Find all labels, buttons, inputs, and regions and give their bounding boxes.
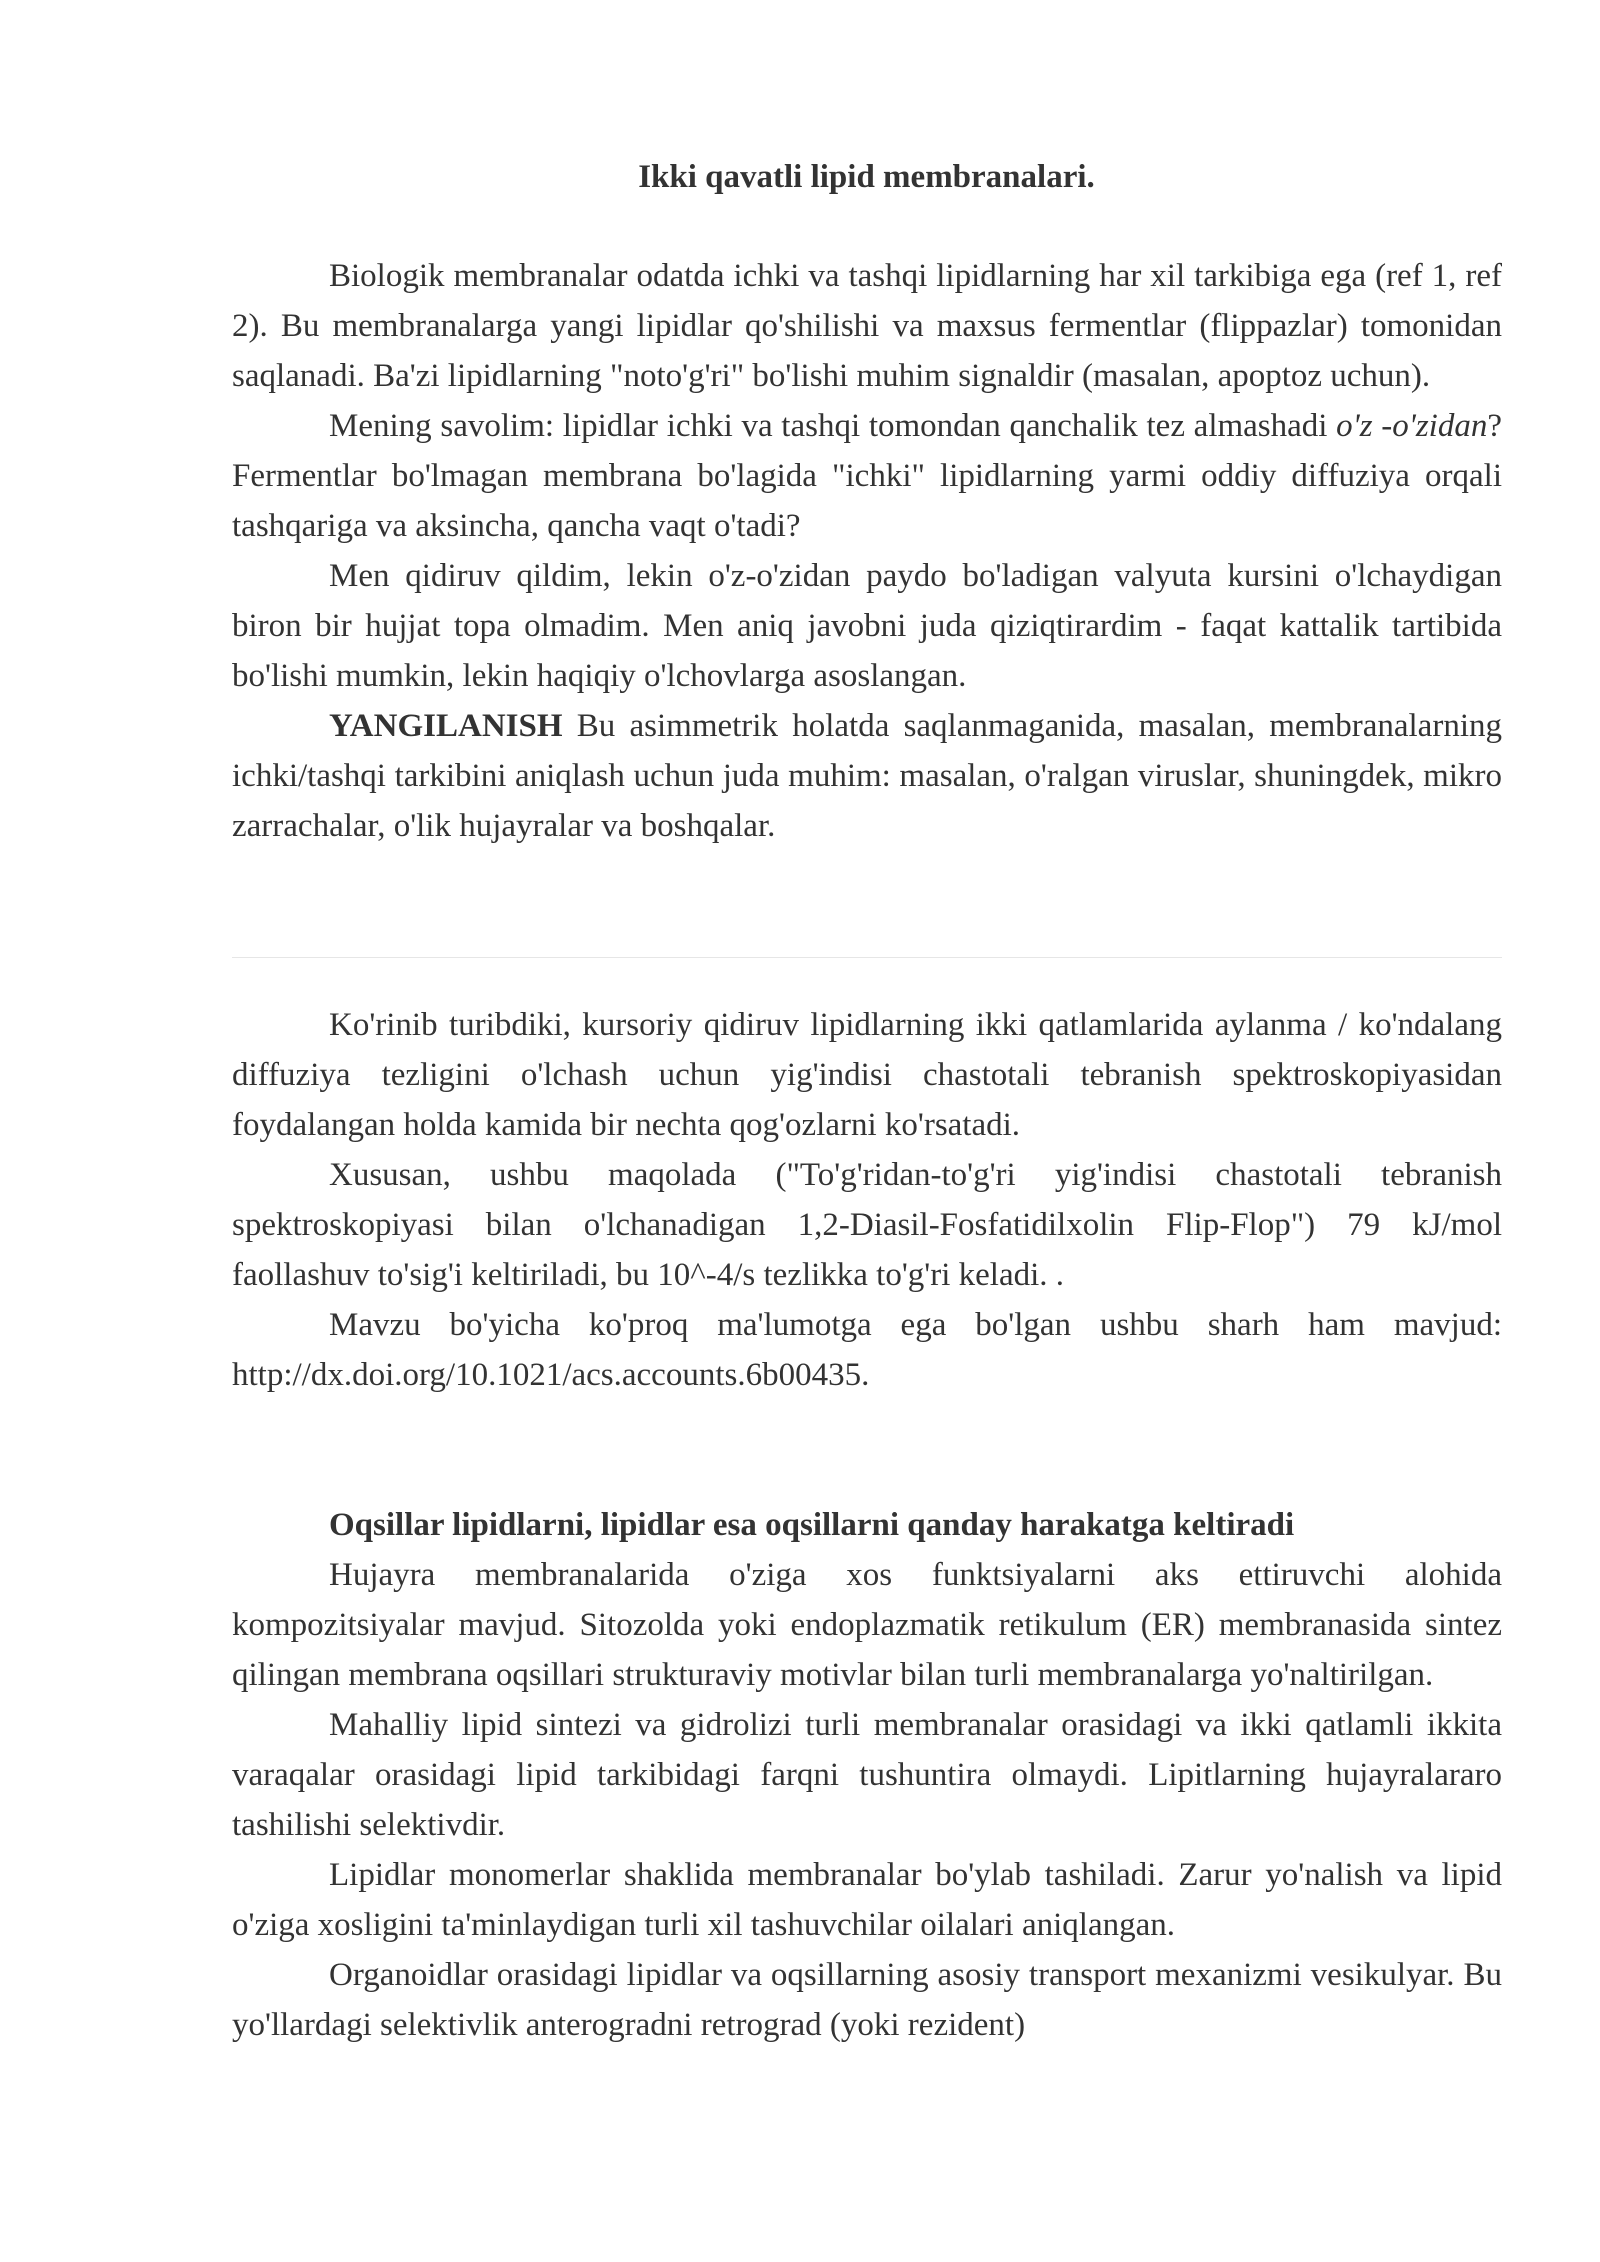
document-title: Ikki qavatli lipid membranalari.	[638, 159, 1095, 195]
section-proteins-lipids	[232, 1500, 1502, 2050]
italic-text: o'z -o'zidan	[1336, 408, 1488, 444]
paragraph	[232, 401, 1502, 551]
paragraph: Hujayra membranalarida o'ziga xos funktsiyalarni aks ettiruvchi alohida kompozitsiyalar mavjud. Sitozolda yoki endoplazmatik retikulum (ER) membranasida sintez qilingan membrana oqsillari strukturaviy motivlar bilan turli membranalarga yo'naltirilgan.	[232, 1557, 1502, 1693]
paragraph-text: Mening savolim: lipidlar ichki va tashqi tomondan qanchalik tez almashadi	[329, 408, 1337, 444]
paragraph-text: Bu asimmetrik holatda saqlanmaganida, masalan, membranalarning ichki/tashqi tarkibini aniqlash uchun juda muhim: masalan, o'ralgan viruslar, shuningdek, mikro zarrachalar, o'lik hujayralar va boshqalar.	[232, 708, 1502, 844]
update-label: YANGILANISH	[329, 708, 563, 744]
paragraph	[232, 701, 1502, 851]
paragraph: Organoidlar orasidagi lipidlar va oqsillarning asosiy transport mexanizmi vesikulyar. Bu yo'llardagi selektivlik anterogradni retrograd (yoki rezident)	[232, 1957, 1502, 2043]
paragraph: Lipidlar monomerlar shaklida membranalar bo'ylab tashiladi. Zarur yo'nalish va lipid o'ziga xosligini ta'minlaydigan turli xil tashuvchilar oilalari aniqlangan.	[232, 1857, 1502, 1943]
paragraph: Mahalliy lipid sintezi va gidrolizi turli membranalar orasidagi va ikki qatlamli ikkita varaqalar orasidagi lipid tarkibidagi farqni tushuntira olmaydi. Lipitlarning hujayralararo tashilishi selektivdir.	[232, 1707, 1502, 1843]
section-heading: Oqsillar lipidlarni, lipidlar esa oqsillarni qanday harakatga keltiradi	[329, 1507, 1295, 1543]
paragraph-text: ? Fermentlar bo'lmagan membrana bo'lagida "ichki" lipidlarning yarmi oddiy diffuziya orqali tashqariga va aksincha, qancha vaqt o'tadi?	[232, 408, 1502, 544]
paragraph: Biologik membranalar odatda ichki va tashqi lipidlarning har xil tarkibiga ega (ref 1, ref 2). Bu membranalarga yangi lipidlar qo'shilishi va maxsus fermentlar (flippazlar) tomonidan saqlanadi. Ba'zi lipidlarning "noto'g'ri" bo'lishi muhim signaldir (masalan, apoptoz uchun).	[232, 258, 1502, 394]
paragraph: Xususan, ushbu maqolada ("To'g'ridan-to'g'ri yig'indisi chastotali tebranish spektroskopiyasi bilan o'lchanadigan 1,2-Diasil-Fosfatidilxolin Flip-Flop") 79 kJ/mol faollashuv to'sig'i keltiriladi, bu 10^-4/s tezlikka to'g'ri keladi. .	[232, 1157, 1502, 1293]
section-lipid-bilayer	[232, 251, 1502, 851]
paragraph: Men qidiruv qildim, lekin o'z-o'zidan paydo bo'ladigan valyuta kursini o'lchaydigan biron bir hujjat topa olmadim. Men aniq javobni juda qiziqtirardim - faqat kattalik tartibida bo'lishi mumkin, lekin haqiqiy o'lchovlarga asoslangan.	[232, 558, 1502, 694]
divider	[232, 957, 1502, 958]
paragraph: Mavzu bo'yicha ko'proq ma'lumotga ega bo'lgan ushbu sharh ham mavjud: http://dx.doi.org/10.1021/acs.accounts.6b00435.	[232, 1307, 1502, 1393]
section-answer	[232, 1000, 1502, 1400]
paragraph: Ko'rinib turibdiki, kursoriy qidiruv lipidlarning ikki qatlamlarida aylanma / ko'ndalang diffuziya tezligini o'lchash uchun yig'indisi chastotali tebranish spektroskopiyasidan foydalangan holda kamida bir nechta qog'ozlarni ko'rsatadi.	[232, 1007, 1502, 1143]
